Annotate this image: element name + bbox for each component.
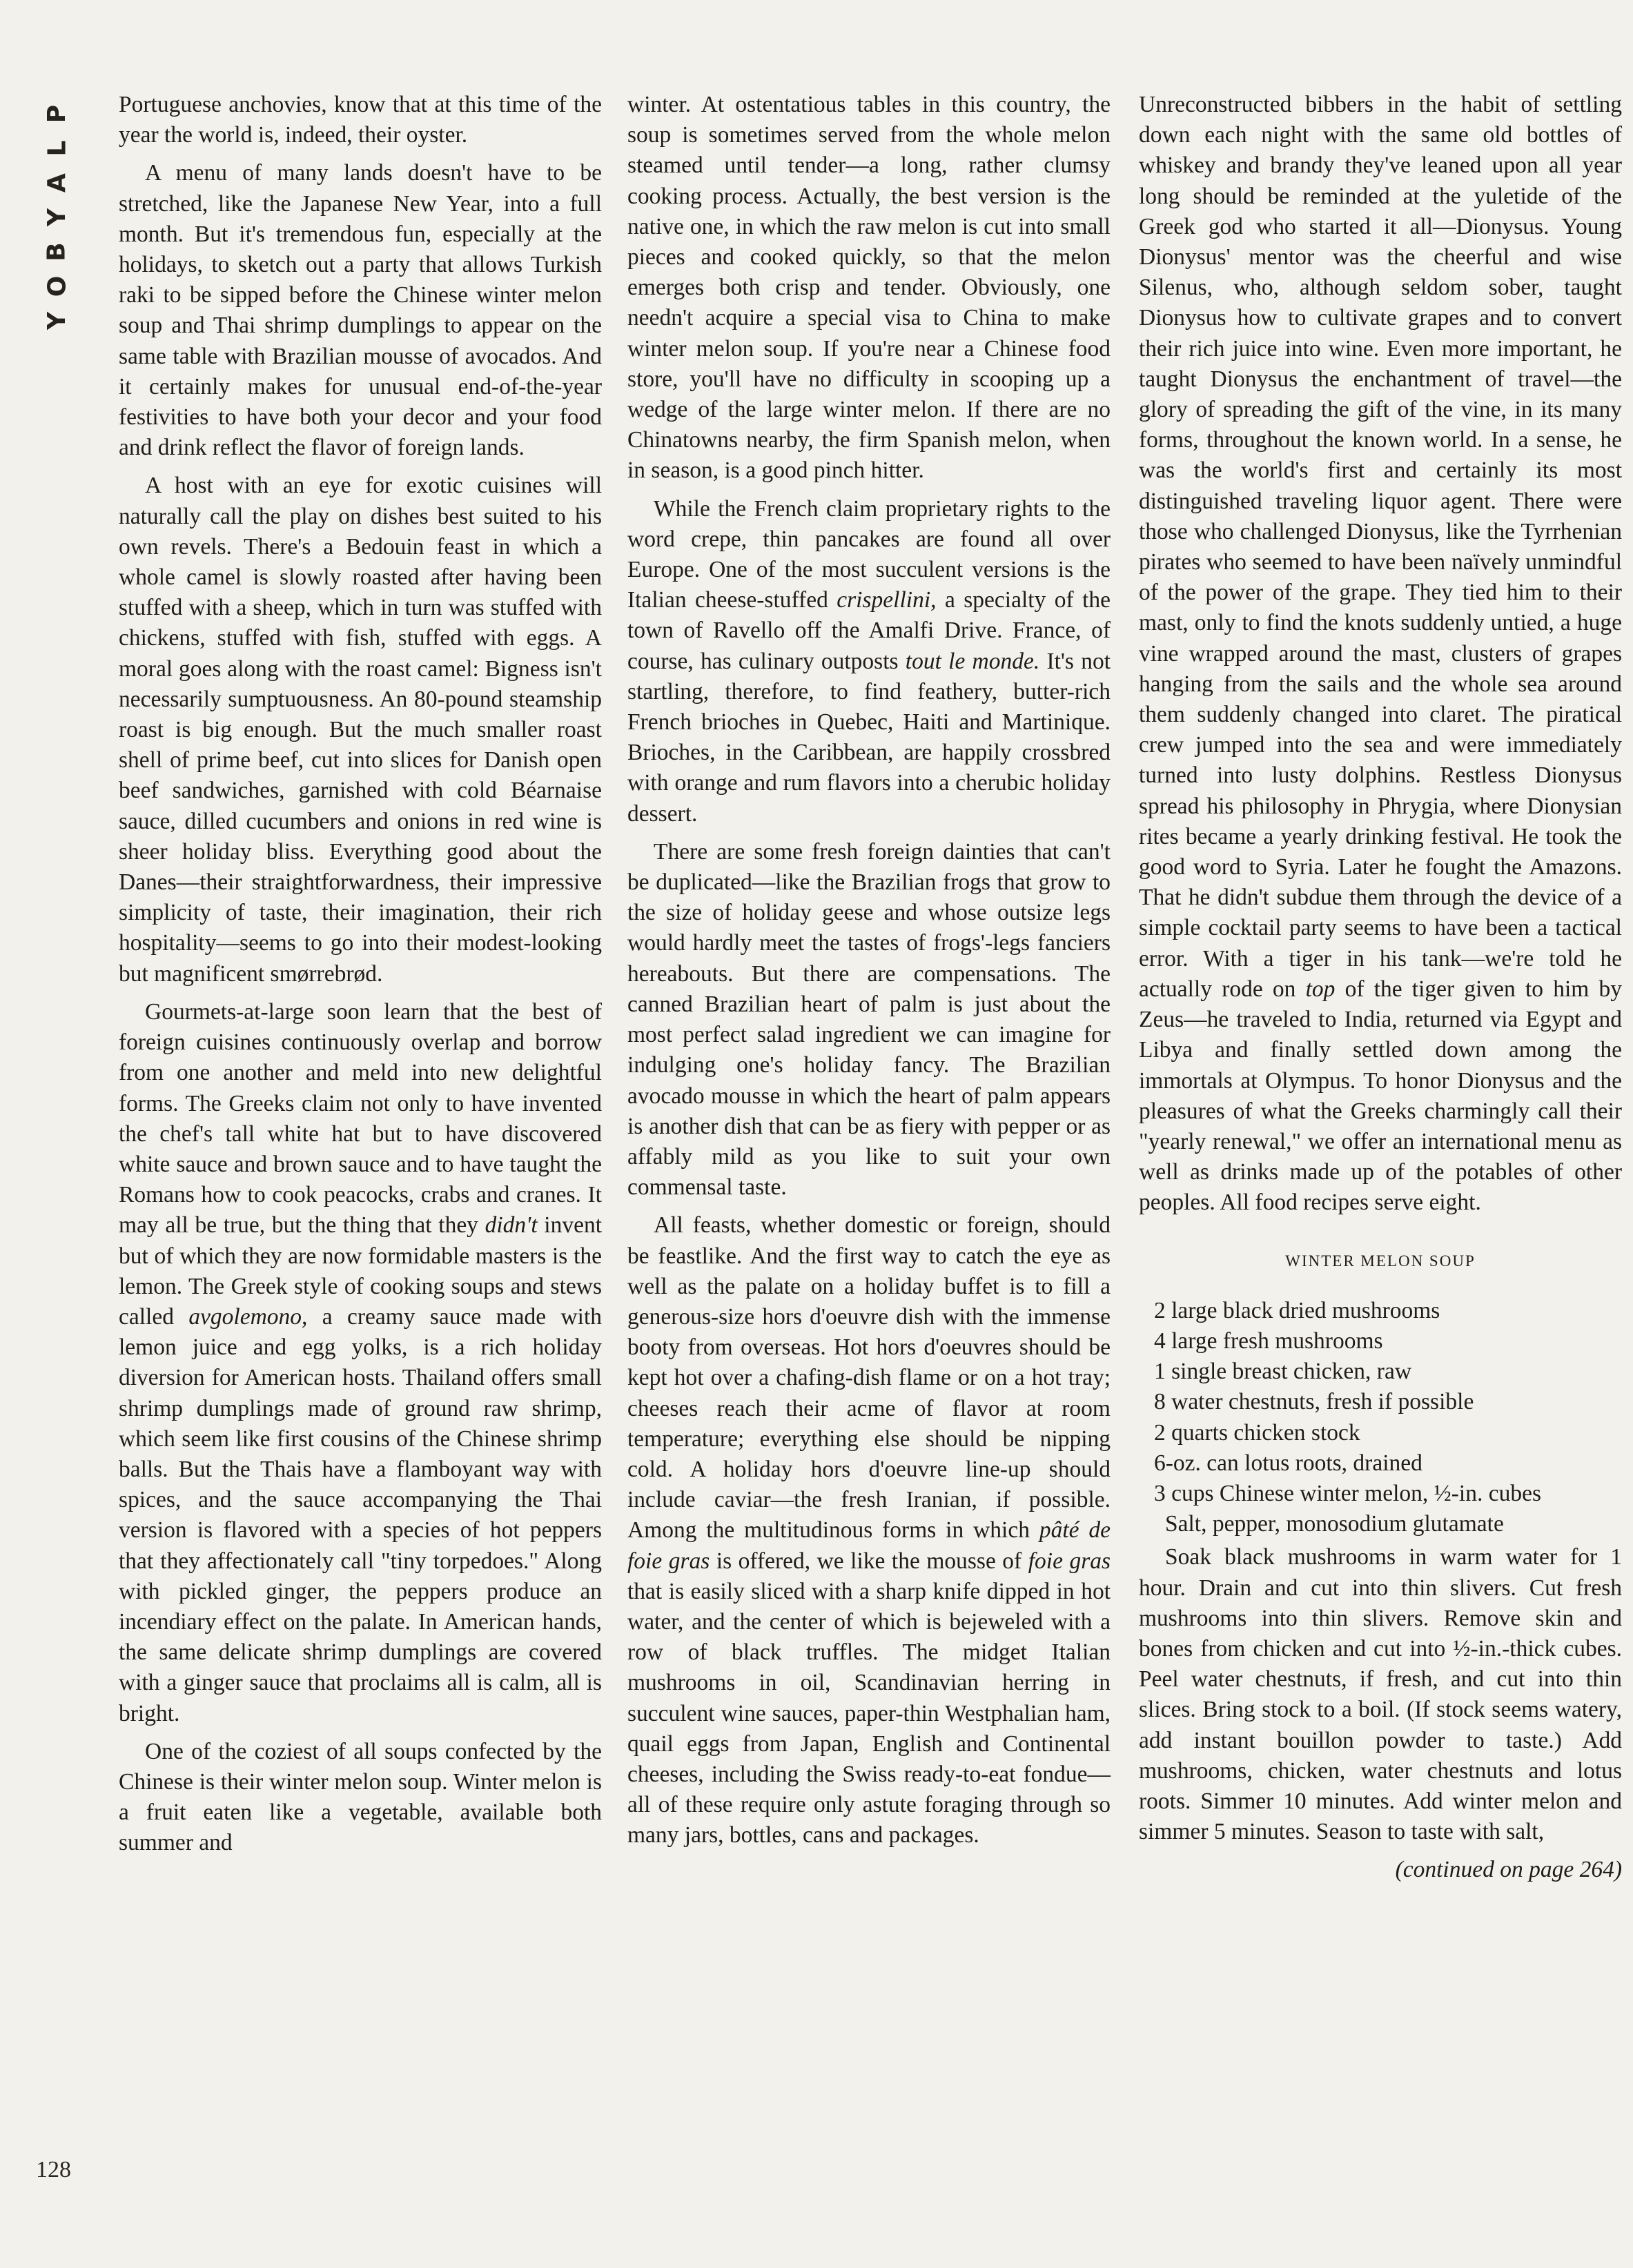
masthead-letter: O (42, 275, 71, 297)
ingredient: 2 large black dried mushrooms (1154, 1297, 1440, 1323)
italic-text: tout le monde. (905, 648, 1040, 674)
paragraph: A menu of many lands doesn't have to be stretched, like the Japanese New Year, into a full month. But it's tremendous fun, especially at the holidays, to sketch out a party that allows Turkish raki to be sipped before the Chinese winter melon soup and Thai shrimp dumplings to appear on the same table with Brazilian mousse of avocados. And it certainly makes for unusual end-of-the-year festivities to have both your decor and your food and drink reflect the flavor of foreign lands. (119, 160, 602, 461)
italic-text: foie gras (1028, 1548, 1111, 1574)
masthead-letter: Y (42, 208, 71, 227)
italic-text: pâté de foie gras (627, 1517, 1111, 1574)
page-number: 128 (36, 2157, 71, 2182)
paragraph: winter. At ostentatious tables in this country, the soup is sometimes served from the whole melon steamed until tender—a long, rather clumsy cooking process. Actually, the best version is the native one, in which the raw melon is cut into small pieces and cooked quickly, so that the melon emerges both crisp and tender. Obviously, one needn't acquire a special visa to China to make winter melon soup. If you're near a Chinese food store, you'll have no difficulty in scooping up a wedge of the large winter melon. If there are no Chinatowns nearby, the firm Spanish melon, when in season, is a good pinch hitter. (627, 92, 1111, 484)
ingredient: 6-oz. can lotus roots, drained (1154, 1450, 1422, 1476)
masthead (40, 97, 75, 338)
paragraph: Gourmets-at-large soon learn that the best of foreign cuisines continuously overlap and borrow from one another and meld into new delightful forms. The Greeks claim not only to have invented the chef's tall white hat but to have discovered white sauce and brown sauce and to have taught the Romans how to cook peacocks, crabs and cranes. It may all be true, but the thing that they didn't invent but of which they are now formidable masters is the lemon. The Greek style of cooking soups and stews called avgolemono, a creamy sauce made with lemon juice and egg yolks, is a rich holiday diversion for American hosts. Thailand offers small shrimp dumplings made of ground raw shrimp, which seem like first cousins of the Chinese shrimp balls. But the Thais have a flamboyant way with spices, and the sauce accompanying the Thai version is flavored with a species of hot peppers that they affectionately call "tiny torpedoes." Along with pickled ginger, the peppers produce an incendiary effect on the palate. In American hands, the same delicate shrimp dumplings are covered with a ginger sauce that proclaims all is calm, all is bright. (119, 998, 603, 1726)
ingredient: 1 single breast chicken, raw (1154, 1359, 1412, 1385)
paragraph: A host with an eye for exotic cuisines will naturally call the play on dishes best suited to his own revels. There's a Bedouin feast in which a whole camel is slowly roasted after having been stuffed with a sheep, which in turn was stuffed with chickens, stuffed with fish, stuffed with eggs. A moral goes along with the roast camel: Bigness isn't necessarily sumptuousness. An 80-pound steamship roast is big enough. But the much smaller roast shell of prime beef, cut into slices for Danish open beef sandwiches, garnished with cold Béarnaise sauce, dilled cucumbers and onions in red wine is sheer holiday bliss. Everything good about the Danes—their straightforwardness, their impressive simplicity of taste, their imagination, their rich hospitality—seems to go into their modest-looking but magnificent smørrebrød. (119, 473, 602, 987)
masthead-letter: B (42, 242, 71, 262)
masthead-letter: L (42, 140, 71, 157)
paragraph: One of the coziest of all soups confected by the Chinese is their winter melon soup. Winter melon is a fruit eaten like a vegetable, available both summer and (119, 1738, 602, 1856)
ingredient: 2 quarts chicken stock (1154, 1419, 1360, 1446)
ingredient-list (1139, 1296, 1622, 1540)
paragraph: Unreconstructed bibbers in the habit of settling down each night with the same old bottles of whiskey and brandy they've leaned upon all year long should be reminded at the yuletide of the Greek god who started it all—Dionysus. Young Dionysus' mentor was the cheerful and wise Silenus, who, although seldom sober, taught Dionysus how to cultivate grapes and to convert their rich juice into wine. Even more important, he taught Dionysus the enchantment of travel—the glory of spreading the gift of the vine, in its many forms, throughout the known world. In a sense, he was the world's first and certainly its most distinguished traveling liquor agent. There were those who challenged Dionysus, like the Tyrrhenian pirates who seemed to have been naïvely unmindful of the power of the grape. They tied him to their mast, only to find the knots suddenly untied, a huge vine wrapped around the mast, clusters of grapes hanging from the sails and the whole sea around them suddenly changed into claret. The piratical crew jumped into the sea and were immediately turned into lusty dolphins. Restless Dionysus spread his philosophy in Phrygia, where Dionysian rites became a yearly drinking festival. He took the good word to Syria. Later he fought the Amazons. That he didn't subdue them through the device of a simple cocktail party seems to have been a tactical error. With a tiger in his tank—we're told he actually rode on top of the tiger given to him by Zeus—he traveled to India, returned via Egypt and Libya and finally settled down among the immortals at Olympus. To honor Dionysus and the pleasures of what the Greeks charmingly call their "yearly renewal," we offer an international menu as well as drinks made up of the potables of other peoples. All food recipes serve eight. (1139, 92, 1623, 1216)
paragraph: Portuguese anchovies, know that at this time of the year the world is, indeed, their oyster. (119, 92, 602, 148)
continued-note: (continued on page 264) (1395, 1857, 1622, 1883)
paragraph: There are some fresh foreign dainties that can't be duplicated—like the Brazilian frogs that grow to the size of holiday geese and whose outsize legs would hardly meet the tastes of frogs'-legs fanciers hereabouts. But there are compensations. The canned Brazilian heart of palm is just about the most perfect salad ingredient we can imagine for indulging one's holiday fancy. The Brazilian avocado mousse in which the heart of palm appears is another dish that can be as fiery with pepper or as affably mild as you like to suit your own commensal taste. (627, 838, 1111, 1201)
ingredient: 8 water chestnuts, fresh if possible (1154, 1389, 1474, 1415)
ingredient: 3 cups Chinese winter melon, ½-in. cubes (1154, 1480, 1542, 1506)
italic-text: top (1305, 976, 1336, 1002)
italic-text: crispellini, (837, 587, 937, 613)
paragraph: While the French claim proprietary rights to the word crepe, thin pancakes are found all over Europe. One of the most succulent versions is the Italian cheese-stuffed crispellini, a specialty of the town of Ravello off the Amalfi Drive. France, of course, has culinary outposts tout le monde. It's not startling, therefore, to find feathery, butter-rich French brioches in Quebec, Haiti and Martinique. Brioches, in the Caribbean, are happily crossbred with orange and rum flavors into a cherubic holiday dessert. (627, 495, 1111, 827)
column-2 (627, 90, 1111, 1859)
recipe-instructions: Soak black mushrooms in warm water for 1 hour. Drain and cut into thin slivers. Cut fresh mushrooms into thin slivers. Remove skin and bones from chicken and cut into ½-in.-thick cubes. Peel water chestnuts, if fresh, and cut into thin slices. Bring stock to a boil. (If stock seems watery, add instant bouillon powder to taste.) Add mushrooms, chicken, water chestnuts and lotus roots. Simmer 10 minutes. Add winter melon and simmer 5 minutes. Season to taste with salt, (1139, 1544, 1622, 1845)
masthead-letter: Y (42, 311, 71, 331)
column-3 (1139, 90, 1622, 1886)
masthead-letter: P (42, 104, 71, 124)
ingredient: 4 large fresh mushrooms (1154, 1328, 1383, 1354)
italic-text: avgolemono, (188, 1303, 308, 1330)
italic-text: didn't (485, 1212, 538, 1239)
recipe-title: WINTER MELON SOUP (1285, 1252, 1476, 1270)
paragraph: All feasts, whether domestic or foreign, should be feastlike. And the first way to catch the eye as well as the palate on a holiday buffet is to fill a generous-size hors d'oeuvre dish with the immense booty from overseas. Hot hors d'oeuvres should be kept hot over a chafing-dish flame or on a hot tray; cheeses reach their acme of flavor at room temperature; everything else should be nipping cold. A holiday hors d'oeuvre line-up should include caviar—the fresh Iranian, if possible. Among the multitudinous forms in which pâté de foie gras is offered, we like the mousse of foie gras that is easily sliced with a sharp knife dipped in hot water, and the center of which is bejeweled with a row of black truffles. The midget Italian mushrooms in oil, Scandinavian herring in succulent wine sauces, paper-thin Westphalian ham, quail eggs from Japan, English and Continental cheeses, including the Swiss ready-to-eat fondue—all of these require only astute foraging through so many jars, bottles, cans and packages. (627, 1212, 1111, 1848)
ingredient: Salt, pepper, monosodium glutamate (1165, 1511, 1504, 1537)
masthead-letter: A (43, 173, 71, 193)
column-1 (119, 90, 602, 1866)
